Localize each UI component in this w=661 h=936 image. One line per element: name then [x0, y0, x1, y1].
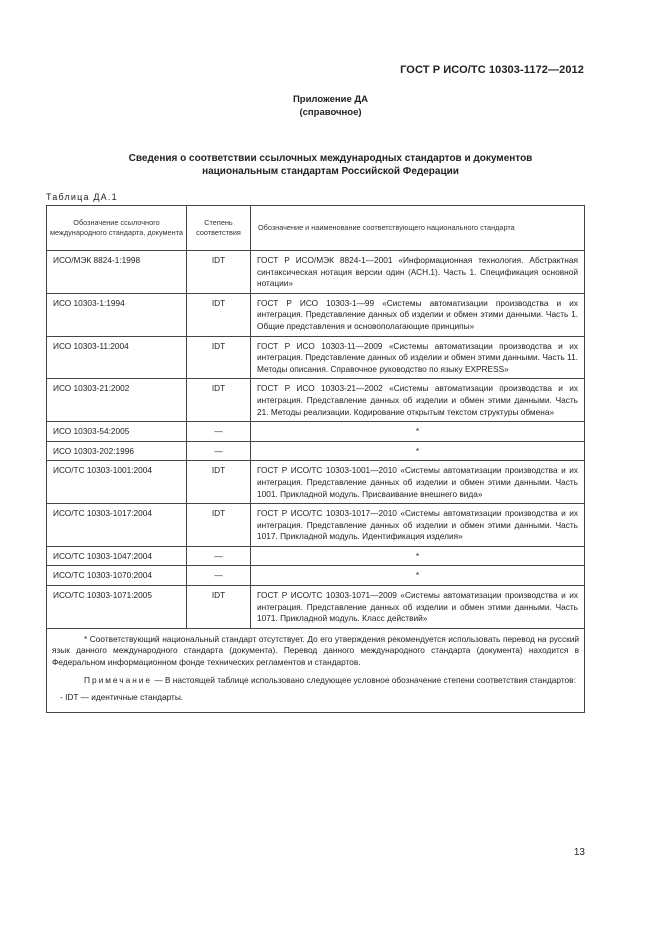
- table-row: [47, 336, 585, 379]
- degree-cell: IDT: [187, 251, 251, 294]
- degree-cell: IDT: [187, 504, 251, 547]
- table-header-row: [47, 206, 585, 251]
- national-standard-cell: *: [251, 546, 585, 566]
- table-row: [47, 422, 585, 442]
- appendix-subtitle: (справочное): [299, 107, 362, 118]
- international-standard-cell: ИСО 10303-54:2005: [47, 422, 187, 442]
- national-standard-cell: ГОСТ Р ИСО/ТС 10303-1001—2010 «Системы автоматизации производства и их интеграция. Представление данных об изделии и обмен этими данными. Часть 1001. Прикладной модуль. Присваивание внешнего вида»: [251, 461, 585, 504]
- degree-cell: —: [187, 546, 251, 566]
- degree-cell: IDT: [187, 336, 251, 379]
- national-standard-cell: ГОСТ Р ИСО 10303-21—2002 «Системы автоматизации производства и их интеграция. Представление данных об изделии и обмен этими данными. Часть 21. Методы реализации. Кодирование открытым текстом структуры обмена»: [251, 379, 585, 422]
- table-row: [47, 461, 585, 504]
- table-row: [47, 504, 585, 547]
- degree-cell: —: [187, 422, 251, 442]
- degree-cell: —: [187, 441, 251, 461]
- document-header: ГОСТ Р ИСО/ТС 10303-1172—2012: [400, 64, 584, 76]
- national-standard-cell: *: [251, 422, 585, 442]
- table-footnote-cell: [47, 628, 585, 712]
- national-standard-cell: ГОСТ Р ИСО 10303-11—2009 «Системы автоматизации производства и их интеграция. Представление данных об изделии и обмен этими данными. Часть 11. Методы описания. Справочное руководство по языку EXPRESS»: [251, 336, 585, 379]
- table-row: [47, 566, 585, 586]
- table-row: [47, 251, 585, 294]
- header-national-standard: Обозначение и наименование соответствующего национального стандарта: [251, 206, 585, 251]
- degree-cell: IDT: [187, 379, 251, 422]
- national-standard-cell: *: [251, 441, 585, 461]
- international-standard-cell: ИСО 10303-21:2002: [47, 379, 187, 422]
- note: [52, 675, 579, 687]
- international-standard-cell: ИСО/ТС 10303-1070:2004: [47, 566, 187, 586]
- table-label: Таблица ДА.1: [46, 192, 118, 202]
- national-standard-cell: ГОСТ Р ИСО 10303-1—99 «Системы автоматизации производства и их интеграция. Представление данных об изделии и обмен этими данными. Часть 1. Общие представления и основополагающие принципы»: [251, 293, 585, 336]
- header-degree: Степень соответствия: [187, 206, 251, 251]
- note-label: Примечание: [84, 674, 153, 685]
- international-standard-cell: ИСО/ТС 10303-1017:2004: [47, 504, 187, 547]
- international-standard-cell: ИСО/МЭК 8824-1:1998: [47, 251, 187, 294]
- note-text: — В настоящей таблице использовано следующее условное обозначение степени соответствия стандартов:: [152, 674, 576, 685]
- international-standard-cell: ИСО 10303-1:1994: [47, 293, 187, 336]
- degree-cell: IDT: [187, 461, 251, 504]
- footnote: * Соответствующий национальный стандарт отсутствует. До его утверждения рекомендуется использовать перевод на русский язык данного международного стандарта (документа). Перевод данного международного стандарта (документа) находится в Федеральном информационном фонде технических регламентов и стандартов.: [52, 633, 579, 668]
- international-standard-cell: ИСО 10303-202:1996: [47, 441, 187, 461]
- degree-cell: IDT: [187, 586, 251, 629]
- national-standard-cell: ГОСТ Р ИСО/ТС 10303-1071—2009 «Системы автоматизации производства и их интеграция. Представление данных об изделии и обмен этими данными. Часть 1071. Прикладной модуль. Класс действий»: [251, 586, 585, 629]
- national-standard-cell: *: [251, 566, 585, 586]
- section-title-line1: Сведения о соответствии ссылочных международных стандартов и документов: [128, 153, 533, 164]
- degree-cell: —: [187, 566, 251, 586]
- table-row: [47, 586, 585, 629]
- header-international-standard: Обозначение ссылочного международного стандарта, документа: [47, 206, 187, 251]
- table-row: [47, 379, 585, 422]
- national-standard-cell: ГОСТ Р ИСО/МЭК 8824-1—2001 «Информационная технология. Абстрактная синтаксическая нотация версии один (АСН.1). Часть 1. Спецификация основной нотации»: [251, 251, 585, 294]
- table-row: [47, 293, 585, 336]
- table-row: [47, 546, 585, 566]
- note-item: - IDT — идентичные стандарты.: [60, 692, 184, 703]
- degree-cell: IDT: [187, 293, 251, 336]
- table-footnote-row: [47, 628, 585, 712]
- table-row: [47, 441, 585, 461]
- section-title-line2: национальным стандартам Российской Федерации: [202, 166, 459, 177]
- appendix-heading: [0, 93, 661, 119]
- appendix-title: Приложение ДА: [292, 94, 369, 105]
- international-standard-cell: ИСО/ТС 10303-1071:2005: [47, 586, 187, 629]
- international-standard-cell: ИСО/ТС 10303-1047:2004: [47, 546, 187, 566]
- national-standard-cell: ГОСТ Р ИСО/ТС 10303-1017—2010 «Системы автоматизации производства и их интеграция. Представление данных об изделии и обмен этими данными. Часть 1017. Прикладной модуль. Идентификация изделия»: [251, 504, 585, 547]
- page-number: 13: [573, 847, 585, 858]
- international-standard-cell: ИСО 10303-11:2004: [47, 336, 187, 379]
- correspondence-table: [46, 205, 585, 713]
- international-standard-cell: ИСО/ТС 10303-1001:2004: [47, 461, 187, 504]
- section-title: [60, 152, 601, 178]
